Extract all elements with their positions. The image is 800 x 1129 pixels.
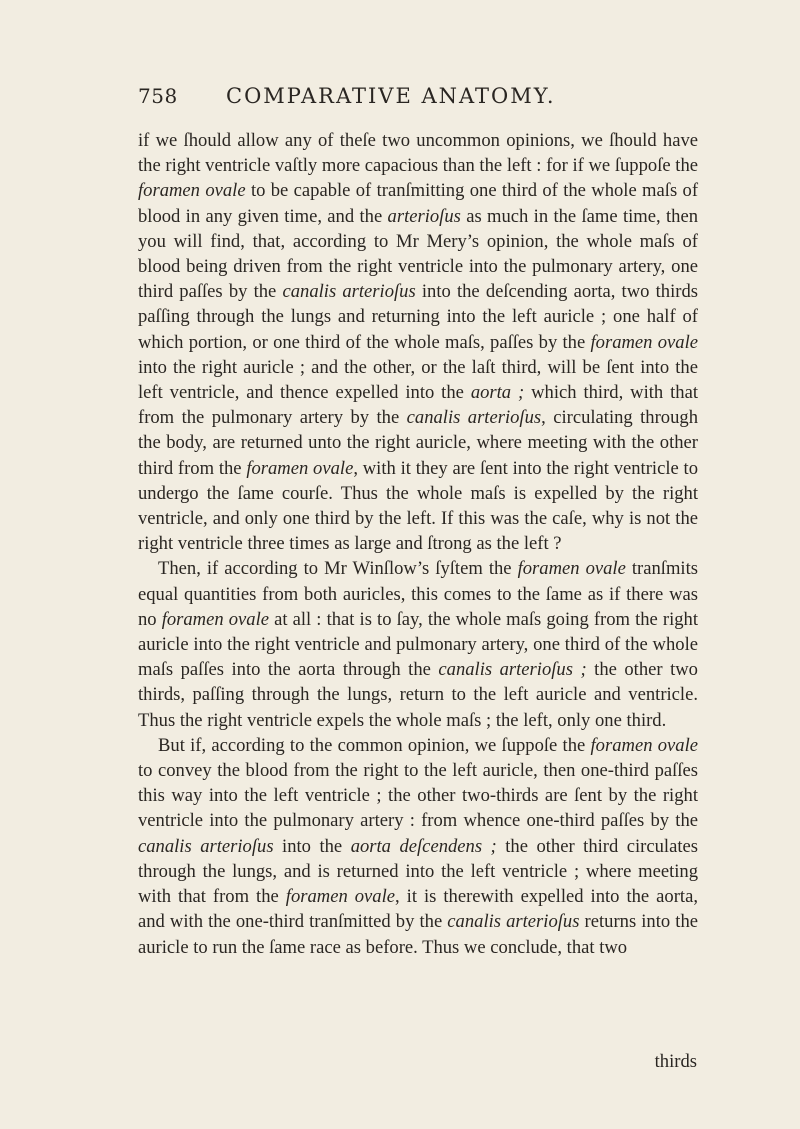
page-title: COMPARATIVE ANATOMY. xyxy=(226,84,556,108)
italic-term: canalis arterioſus ; xyxy=(438,659,587,681)
text-run: , it is therewith expelled into the aorta, and with the one-third tranſmitted by the xyxy=(138,886,698,933)
italic-term: foramen ovale xyxy=(138,180,246,202)
text-run: if we ſhould allow any of theſe two uncommon opinions, we ſhould have the right ventricle vaſtly more capacious than the left : for if we ſuppoſe the xyxy=(138,130,698,177)
italic-term: canalis arterioſus xyxy=(282,281,416,303)
text-run: But if, according to the common opinion, we ſuppoſe the xyxy=(158,734,591,756)
running-head xyxy=(138,84,698,114)
text-run: Then, if according to Mr Winſlow’s ſyſtem the xyxy=(158,558,518,580)
italic-term: canalis arterioſus xyxy=(406,407,542,429)
catchword: thirds xyxy=(654,1051,697,1072)
text-run: as much in the ſame time, then you will find, that, according to Mr Mery’s opinion, the whole maſs of blood being driven from the right ventricle into the pulmonary artery, one third paſſes by the xyxy=(138,205,698,303)
page-number: 758 xyxy=(138,84,178,108)
italic-term: canalis arterioſus xyxy=(447,911,580,933)
text-run: into the deſcending aorta, two thirds paſſing through the lungs and returning into the left auricle ; one half of which portion, or one third of the whole maſs, paſſes by the xyxy=(138,281,698,353)
text-run: which third, with that from the pulmonary artery by the xyxy=(138,382,698,429)
body-text xyxy=(138,128,698,960)
text-run: at all : that is to ſay, the whole maſs going from the right auricle into the right ventricle and pulmonary artery, one third of the whole maſs paſſes into the aorta through the xyxy=(138,608,698,681)
paragraph-1 xyxy=(138,128,698,556)
text-run: tranſmits equal quantities from both auricles, this comes to the ſame as if there was no xyxy=(138,558,698,630)
paragraph-3 xyxy=(138,733,698,960)
text-run: , circulating through the body, are returned unto the right auricle, where meeting with the other third from the xyxy=(138,407,698,479)
paragraph-2 xyxy=(138,556,698,732)
text-run: , with it they are ſent into the right ventricle to undergo the ſame courſe. Thus the whole maſs is expelled by the right ventricle, and only one third by the left. If this was the caſe, why is not the right ventricle three times as large and ſtrong as the left ? xyxy=(138,457,698,555)
italic-term: canalis arterioſus xyxy=(138,835,274,857)
italic-term: foramen ovale xyxy=(590,734,698,756)
italic-term: foramen ovale xyxy=(246,457,354,479)
italic-term: aorta deſcendens ; xyxy=(350,835,497,857)
text-run: to be capable of tranſmitting one third of the whole maſs of blood in any given time, and the xyxy=(138,180,699,227)
italic-term: foramen ovale xyxy=(285,886,396,908)
text-run: into the xyxy=(273,835,351,857)
italic-term: foramen ovale xyxy=(517,558,626,580)
text-run: to convey the blood from the right to the left auricle, then one-third paſſes this way into the left ventricle ; the other two-thirds are ſent by the right ventricle into the pulmonary artery : from whence one-third paſſes by the xyxy=(138,760,698,832)
italic-term: arterioſus xyxy=(387,205,461,227)
text-run: into the right auricle ; and the other, or the laſt third, will be ſent into the left ventricle, and thence expelled into the xyxy=(138,356,698,404)
text-run: the other two thirds, paſſing through the lungs, return to the left auricle and ventricle. Thus the right ventricle expels the whole maſs ; the left, only one third. xyxy=(138,659,698,731)
italic-term: aorta ; xyxy=(470,382,525,404)
text-run: the other third circulates through the lungs, and is returned into the left ventricle ; where meeting with that from the xyxy=(138,835,698,908)
italic-term: foramen ovale xyxy=(590,331,699,353)
italic-term: foramen ovale xyxy=(161,608,270,630)
text-run: returns into the auricle to run the ſame race as before. Thus we conclude, that two xyxy=(138,911,698,958)
